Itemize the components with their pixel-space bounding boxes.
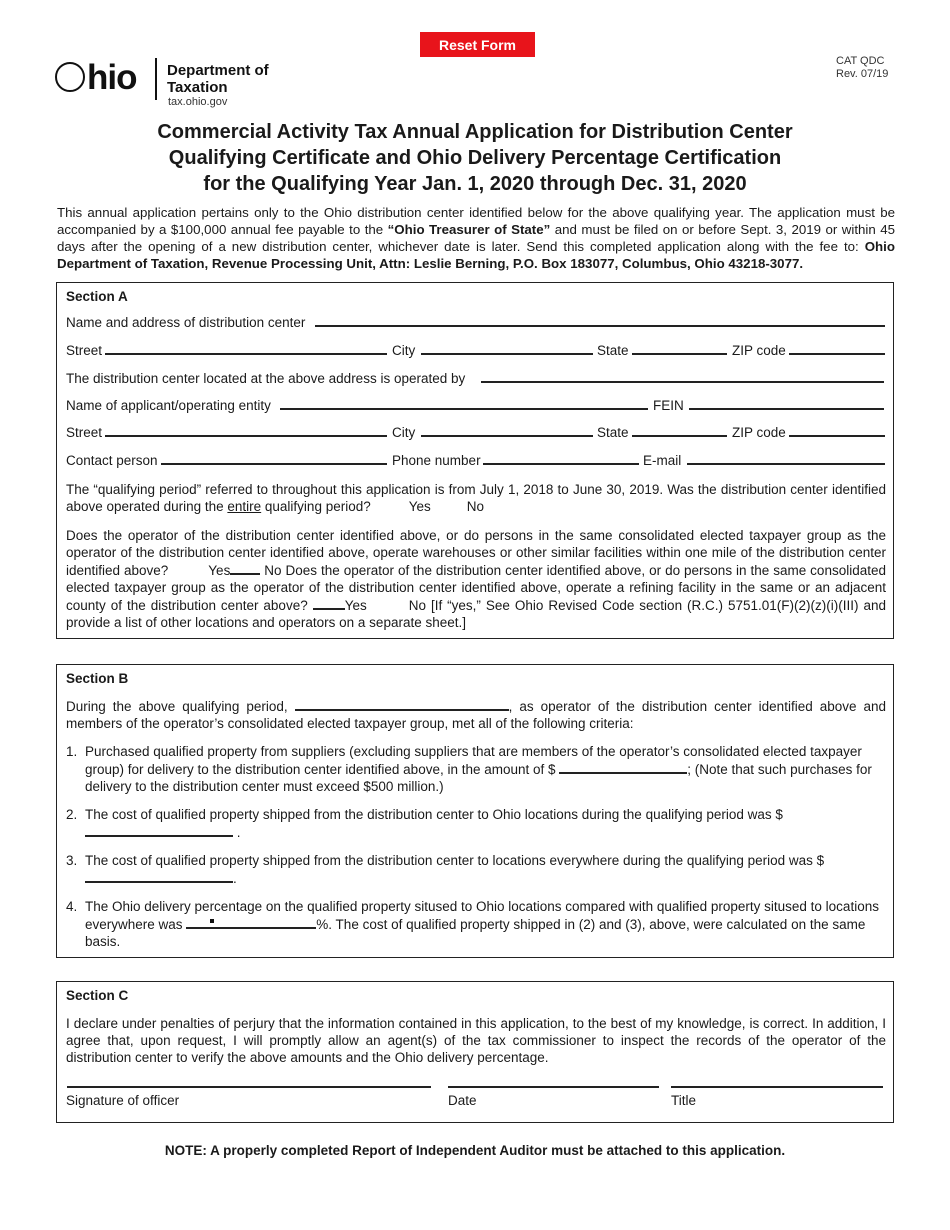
everywhere-shipped-amount-field[interactable] xyxy=(85,869,233,883)
email-label: E-mail xyxy=(643,453,682,468)
department-name xyxy=(167,62,269,96)
q2-yes-field[interactable] xyxy=(230,561,260,575)
form-revision: Rev. 07/19 xyxy=(836,68,889,80)
state-field-1[interactable] xyxy=(632,353,727,355)
item-3-text: The cost of qualified property shipped from the distribution center to locations everywhere during the qualifying period was $ xyxy=(85,853,825,868)
section-c xyxy=(56,981,894,1123)
section-a-heading: Section A xyxy=(66,289,128,304)
street-label: Street xyxy=(66,343,103,358)
logo-divider xyxy=(155,58,157,100)
q1-text-2: qualifying period? xyxy=(261,499,371,514)
q3-yes-field[interactable] xyxy=(313,596,345,610)
declaration-text: I declare under penalties of perjury that the information contained in this application, to the best of my knowledge, is correct. In addition, I agree that, upon request, I will promptly allow an agent(s) of the tax commissioner to inspect the records of the operator of the distribution center to verify the above amounts and the Ohio delivery percentage. xyxy=(66,1016,886,1065)
criteria-item-2 xyxy=(66,806,881,841)
item-2-text: The cost of qualified property shipped from the distribution center to Ohio locations during the qualifying period was $ xyxy=(85,807,783,822)
facilities-question xyxy=(66,527,886,631)
item-1-text-2: ; (Note that such purchases for delivery to the distribution center must exceed $500 million.) xyxy=(85,762,872,794)
title-label: Title xyxy=(671,1093,697,1108)
form-title xyxy=(60,119,890,197)
q3-yes-option[interactable]: Yes xyxy=(344,598,367,613)
q2-text-1: Does the operator of the distribution center identified above, or do persons in the same consolidated elected taxpayer group as the operator of the distribution center identified above, operate warehouses or other similar facilities within one mile of the distribution center identified above? xyxy=(66,528,886,578)
decimal-point xyxy=(210,919,214,923)
applicant-field[interactable] xyxy=(280,408,648,410)
intro-payee: “Ohio Treasurer of State” xyxy=(387,222,551,237)
zip-label-2: ZIP code xyxy=(732,425,786,440)
email-field[interactable] xyxy=(687,463,885,465)
form-code xyxy=(836,55,888,81)
title-line-3: for the Qualifying Year Jan. 1, 2020 through Dec. 31, 2020 xyxy=(203,173,747,195)
date-label: Date xyxy=(448,1093,477,1108)
zip-label: ZIP code xyxy=(732,343,786,358)
city-field-2[interactable] xyxy=(421,435,593,437)
section-b-heading: Section B xyxy=(66,671,129,686)
q2-text-2: Does the operator of the distribution center identified above, or do persons in the same consolidated elected taxpayer group as the operator of the distribution center identified above, operate a refining facility in the same or an adjacent county of the distribution center above? xyxy=(66,563,886,613)
date-field[interactable] xyxy=(448,1086,659,1088)
department-line-2: Taxation xyxy=(167,79,228,96)
operator-name-field[interactable] xyxy=(295,697,509,711)
name-address-label: Name and address of distribution center xyxy=(66,315,306,330)
item-number: 3. xyxy=(66,853,78,868)
state-label: State xyxy=(597,343,629,358)
phone-field[interactable] xyxy=(483,463,639,465)
reset-form-button[interactable]: Reset Form xyxy=(420,32,535,57)
phone-label: Phone number xyxy=(392,453,481,468)
q1-text: The “qualifying period” referred to throughout this application is from July 1, 2018 to June 30, 2019. Was the distribution center identified above operated during the xyxy=(66,482,886,514)
fein-field[interactable] xyxy=(689,408,884,410)
title-line-1: Commercial Activity Tax Annual Application for Distribution Center xyxy=(157,121,793,143)
website-link: tax.ohio.gov xyxy=(168,96,228,108)
auditor-note: NOTE: A properly completed Report of Independent Auditor must be attached to this application. xyxy=(164,1143,786,1158)
street-label-2: Street xyxy=(66,425,103,440)
form-code-id: CAT QDC xyxy=(836,55,885,67)
intro-paragraph xyxy=(57,204,895,272)
ohio-logo-text: hio xyxy=(87,58,137,97)
item-2-text-2: . xyxy=(233,825,241,840)
section-b-intro-1: During the above qualifying period, xyxy=(66,699,288,714)
item-1-text: Purchased qualified property from suppliers (excluding suppliers that are members of the operator’s consolidated elected taxpayer group) for delivery to the distribution center identified above, in the amount of $ xyxy=(85,744,862,777)
title-line-2: Qualifying Certificate and Ohio Delivery Percentage Certification xyxy=(168,147,782,169)
criteria-item-1 xyxy=(66,743,881,795)
street-field-2[interactable] xyxy=(105,435,387,437)
state-label-2: State xyxy=(597,425,629,440)
q3-text: No [If “yes,” See Ohio Revised Code section (R.C.) 5751.01(F)(2)(z)(i)(III) and provide a list of other locations and operators on a separate sheet.] xyxy=(66,598,886,630)
applicant-label: Name of applicant/operating entity xyxy=(66,398,271,413)
city-label-2: City xyxy=(392,425,416,440)
section-b xyxy=(56,664,894,958)
q2-yes-option[interactable]: Yes xyxy=(208,563,231,578)
section-a xyxy=(56,282,894,639)
operated-by-field[interactable] xyxy=(481,381,884,383)
section-b-intro xyxy=(66,697,886,732)
section-b-intro-2: , as operator of the distribution center identified above and members of the operator’s consolidated elected taxpayer group, met all of the following criteria: xyxy=(66,699,886,731)
street-field-1[interactable] xyxy=(105,353,387,355)
q2-no-option[interactable]: No xyxy=(264,563,282,578)
operated-by-label: The distribution center located at the above address is operated by xyxy=(66,371,466,386)
contact-label: Contact person xyxy=(66,453,158,468)
fein-label: FEIN xyxy=(653,398,684,413)
criteria-item-3 xyxy=(66,852,881,887)
item-4-text-2: %. The cost of qualified property shipped in (2) and (3), above, were calculated on the same basis. xyxy=(85,917,866,949)
distribution-center-name-field[interactable] xyxy=(315,325,885,327)
ohio-logo-o-icon xyxy=(55,62,85,92)
item-number: 4. xyxy=(66,899,78,914)
q1-yes-option[interactable]: Yes xyxy=(408,499,431,514)
item-3-text-2: . xyxy=(233,871,237,886)
item-number: 1. xyxy=(66,744,78,759)
qualifying-period-question xyxy=(66,481,886,515)
ohio-shipped-amount-field[interactable] xyxy=(85,823,233,837)
criteria-item-4 xyxy=(66,898,881,950)
delivery-percentage-field[interactable] xyxy=(186,915,316,929)
department-line-1: Department of xyxy=(167,62,269,79)
title-field[interactable] xyxy=(671,1086,883,1088)
city-label: City xyxy=(392,343,416,358)
item-4-text: The Ohio delivery percentage on the qualified property sitused to Ohio locations compared with qualified property sitused to locations everywhere was xyxy=(85,899,879,932)
purchase-amount-field[interactable] xyxy=(559,760,687,774)
intro-address: Ohio Department of Taxation, Revenue Processing Unit, Attn: Leslie Berning, P.O. Box 183077, Columbus, Ohio 43218-3077. xyxy=(57,239,895,271)
intro-text-1: This annual application pertains only to the Ohio distribution center identified below for the above qualifying year. The application must be accompanied by a $100,000 annual fee payable to the xyxy=(57,205,895,237)
intro-text-2: and must be filed on or before Sept. 3, 2019 or within 45 days after the opening of a new distribution center, whichever date is later. Send this completed application along with the fee to: xyxy=(57,222,896,254)
contact-field[interactable] xyxy=(161,463,387,465)
q1-underline: entire xyxy=(227,499,262,514)
q1-no-option[interactable]: No xyxy=(466,499,485,514)
item-number: 2. xyxy=(66,807,78,822)
section-c-heading: Section C xyxy=(66,988,129,1003)
city-field-1[interactable] xyxy=(421,353,593,355)
zip-field-1[interactable] xyxy=(789,353,885,355)
signature-field[interactable] xyxy=(67,1086,431,1088)
state-field-2[interactable] xyxy=(632,435,727,437)
signature-label: Signature of officer xyxy=(66,1093,180,1108)
zip-field-2[interactable] xyxy=(789,435,885,437)
